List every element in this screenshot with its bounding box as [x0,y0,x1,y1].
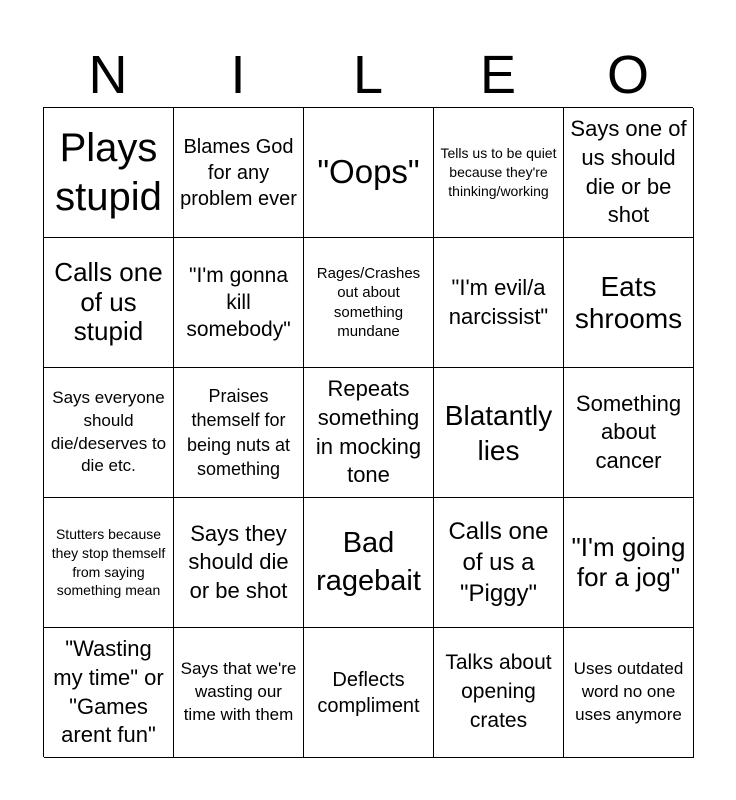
cell-label: Bad ragebait [316,527,421,597]
bingo-cell-r1c3[interactable] [304,108,434,238]
bingo-cell-r5c5[interactable] [564,628,694,758]
bingo-cell-r3c4[interactable] [434,368,564,498]
bingo-cell-r3c2[interactable] [174,368,304,498]
bingo-cell-r4c3[interactable] [304,498,434,628]
cell-label: Calls one of us stupid [54,257,163,347]
cell-label: Blatantly lies [444,399,553,466]
bingo-cell-r4c5[interactable] [564,498,694,628]
cell-label: Plays stupid [55,125,162,219]
cell-label: "Oops" [317,153,420,191]
cell-label: Says they should die or be shot [188,520,289,603]
bingo-header [43,42,693,108]
header-letter-n: N [88,45,128,105]
bingo-cell-r3c3[interactable] [304,368,434,498]
header-letter-e: E [479,45,517,105]
bingo-cell-r1c2[interactable] [174,108,304,238]
cell-label: Says one of us should die or be shot [570,116,687,228]
bingo-cell-r1c4[interactable] [434,108,564,238]
cell-label: Talks about opening crates [445,651,552,732]
cell-label: Rages/Crashes out about something mundane [316,264,421,340]
bingo-cell-r1c5[interactable] [564,108,694,238]
bingo-cell-r5c1[interactable] [44,628,174,758]
cell-label: Says everyone should die/deserves to die etc. [50,387,167,476]
cell-label: Tells us to be quiet because they're thinking/working [440,145,557,199]
bingo-cell-r3c5[interactable] [564,368,694,498]
cell-label: Says that we're wasting our time with them [180,659,297,724]
bingo-cell-r5c2[interactable] [174,628,304,758]
bingo-cell-r4c1[interactable] [44,498,174,628]
bingo-cell-r5c3[interactable] [304,628,434,758]
bingo-cell-r2c4[interactable] [434,238,564,368]
cell-label: Stutters because they stop themself from saying something mean [51,525,166,599]
cell-label: "I'm gonna kill somebody" [186,263,291,342]
cell-label: Calls one of us a "Piggy" [448,517,549,608]
bingo-cell-r4c4[interactable] [434,498,564,628]
header-letter-i: I [230,45,246,105]
bingo-cell-r4c2[interactable] [174,498,304,628]
cell-label: Blames God for any problem ever [180,135,297,210]
bingo-cell-r5c4[interactable] [434,628,564,758]
bingo-cell-r1c1[interactable] [44,108,174,238]
bingo-board [43,107,693,757]
bingo-cell-r2c5[interactable] [564,238,694,368]
bingo-cell-r3c1[interactable] [44,368,174,498]
cell-label: Praises themself for being nuts at something [186,385,291,479]
header-letter-o: O [606,45,649,105]
cell-label: "Wasting my time" or "Games arent fun" [53,636,164,748]
bingo-cell-r2c3[interactable] [304,238,434,368]
cell-label: Something about cancer [575,390,682,473]
cell-label: Eats shrooms [574,270,683,334]
cell-label: "I'm evil/a narcissist" [448,274,549,329]
cell-label: Uses outdated word no one uses anymore [573,659,684,724]
cell-label: Repeats something in mocking tone [315,376,422,488]
cell-label: Deflects compliment [317,668,420,717]
header-letter-l: L [352,45,384,105]
bingo-cell-r2c2[interactable] [174,238,304,368]
cell-label: "I'm going for a jog" [571,531,686,592]
bingo-cell-r2c1[interactable] [44,238,174,368]
